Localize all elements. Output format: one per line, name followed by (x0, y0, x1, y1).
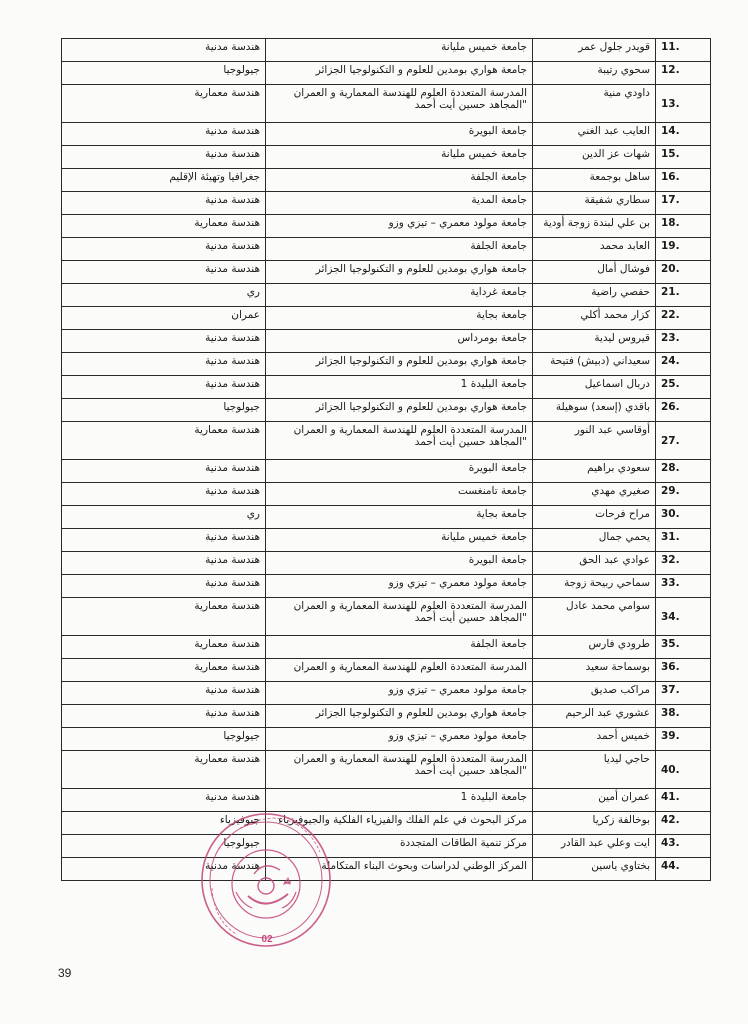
row-institution: جامعة تامنغست (266, 483, 533, 506)
row-name: داودي منية (533, 85, 656, 123)
row-name: حاجي ليديا (533, 751, 656, 789)
row-number: 43. (656, 835, 711, 858)
row-number: 38. (656, 705, 711, 728)
row-specialty: هندسة مدنية (62, 261, 266, 284)
row-name: طرودي فارس (533, 636, 656, 659)
personnel-table (61, 38, 711, 881)
table-row (62, 506, 711, 529)
table-row (62, 215, 711, 238)
row-number: 27. (656, 422, 711, 460)
row-specialty: هندسة مدنية (62, 330, 266, 353)
row-specialty: هندسة مدنية (62, 376, 266, 399)
row-name: فوشال أمال (533, 261, 656, 284)
row-specialty: جيولوجيا (62, 835, 266, 858)
row-name: أوقاسي عبد النور (533, 422, 656, 460)
row-institution: المدرسة المتعددة العلوم للهندسة المعمارية و العمران "المجاهد حسين أيت أحمد (266, 751, 533, 789)
table-row (62, 39, 711, 62)
row-institution: جامعة هواري بومدين للعلوم و التكنولوجيا الجزائر (266, 705, 533, 728)
table-row (62, 330, 711, 353)
row-institution: جامعة الجلفة (266, 636, 533, 659)
row-name: بوخالفة زكريا (533, 812, 656, 835)
table-row (62, 353, 711, 376)
row-specialty: هندسة معمارية (62, 751, 266, 789)
row-institution: جامعة البليدة 1 (266, 789, 533, 812)
row-name: سوامي محمد عادل (533, 598, 656, 636)
row-institution: جامعة هواري بومدين للعلوم و التكنولوجيا الجزائر (266, 353, 533, 376)
row-specialty: هندسة معمارية (62, 659, 266, 682)
row-institution: المدرسة المتعددة العلوم للهندسة المعمارية و العمران (266, 659, 533, 682)
row-number: 21. (656, 284, 711, 307)
row-specialty: هندسة مدنية (62, 192, 266, 215)
table-row (62, 85, 711, 123)
row-number: 36. (656, 659, 711, 682)
table-row (62, 858, 711, 881)
table-row (62, 62, 711, 85)
row-institution: المركز الوطني لدراسات وبحوث البناء المتكاملة (266, 858, 533, 881)
row-specialty: ري (62, 506, 266, 529)
personnel-table-body (62, 39, 711, 881)
row-institution: جامعة المدية (266, 192, 533, 215)
table-row (62, 529, 711, 552)
row-number: 23. (656, 330, 711, 353)
row-specialty: هندسة معمارية (62, 85, 266, 123)
table-row (62, 789, 711, 812)
row-name: سحوي رتيبة (533, 62, 656, 85)
row-number: 37. (656, 682, 711, 705)
row-number: 39. (656, 728, 711, 751)
row-number: 29. (656, 483, 711, 506)
row-institution: جامعة البويرة (266, 552, 533, 575)
row-number: 11. (656, 39, 711, 62)
row-institution: جامعة هواري بومدين للعلوم و التكنولوجيا الجزائر (266, 261, 533, 284)
table-row (62, 682, 711, 705)
row-name: باقدي (إسعد) سوهيلة (533, 399, 656, 422)
row-specialty: جيولوجيا (62, 399, 266, 422)
row-name: العايب عبد الغني (533, 123, 656, 146)
row-institution: مركز البحوث في علم الفلك والفيزياء الفلكية والجيوفيزياء (266, 812, 533, 835)
row-number: 19. (656, 238, 711, 261)
row-name: صغيري مهدي (533, 483, 656, 506)
row-specialty: هندسة معمارية (62, 636, 266, 659)
row-name: ساهل بوجمعة (533, 169, 656, 192)
row-specialty: هندسة مدنية (62, 483, 266, 506)
row-name: كزار محمد أكلي (533, 307, 656, 330)
row-institution: جامعة هواري بومدين للعلوم و التكنولوجيا الجزائر (266, 399, 533, 422)
table-row (62, 751, 711, 789)
row-number: 26. (656, 399, 711, 422)
row-name: بن علي لبندة زوجة أودية (533, 215, 656, 238)
row-name: مراكب صديق (533, 682, 656, 705)
row-name: شهات عز الدين (533, 146, 656, 169)
table-row (62, 169, 711, 192)
table-row (62, 835, 711, 858)
row-number: 20. (656, 261, 711, 284)
row-specialty: هندسة مدنية (62, 789, 266, 812)
row-institution: المدرسة المتعددة العلوم للهندسة المعمارية و العمران "المجاهد حسين أيت أحمد (266, 85, 533, 123)
row-number: 17. (656, 192, 711, 215)
row-number: 25. (656, 376, 711, 399)
row-specialty: جيولوجيا (62, 62, 266, 85)
table-row (62, 705, 711, 728)
table-row (62, 575, 711, 598)
row-institution: جامعة بجاية (266, 506, 533, 529)
row-institution: جامعة مولود معمري – تيزي وزو (266, 215, 533, 238)
row-specialty: هندسة مدنية (62, 460, 266, 483)
row-specialty: هندسة مدنية (62, 146, 266, 169)
row-number: 24. (656, 353, 711, 376)
row-specialty: هندسة مدنية (62, 123, 266, 146)
page-number: 39 (58, 966, 72, 980)
row-name: سطاري شفيقة (533, 192, 656, 215)
row-specialty: هندسة معمارية (62, 422, 266, 460)
row-specialty: هندسة مدنية (62, 705, 266, 728)
row-name: العابد محمد (533, 238, 656, 261)
row-institution: جامعة الجلفة (266, 169, 533, 192)
table-row (62, 261, 711, 284)
row-number: 32. (656, 552, 711, 575)
row-name: عشوري عبد الرحيم (533, 705, 656, 728)
row-specialty: جغرافيا وتهيئة الإقليم (62, 169, 266, 192)
row-institution: جامعة خميس مليانة (266, 529, 533, 552)
row-name: دربال اسماعيل (533, 376, 656, 399)
stamp-code: 02 (261, 934, 273, 945)
row-name: سعيداني (دبيش) فتيحة (533, 353, 656, 376)
row-specialty: هندسة مدنية (62, 238, 266, 261)
row-institution: جامعة بومرداس (266, 330, 533, 353)
table-row (62, 307, 711, 330)
table-row (62, 146, 711, 169)
row-name: قويدر جلول عمر (533, 39, 656, 62)
row-institution: جامعة غرداية (266, 284, 533, 307)
row-specialty: جيولوجيا (62, 728, 266, 751)
row-name: ايت وعلي عبد القادر (533, 835, 656, 858)
row-name: بختاوي ياسين (533, 858, 656, 881)
row-number: 42. (656, 812, 711, 835)
row-institution: جامعة مولود معمري – تيزي وزو (266, 728, 533, 751)
row-number: 31. (656, 529, 711, 552)
row-specialty: عمران (62, 307, 266, 330)
row-number: 44. (656, 858, 711, 881)
row-institution: جامعة مولود معمري – تيزي وزو (266, 575, 533, 598)
table-row (62, 422, 711, 460)
table-row (62, 728, 711, 751)
row-institution: جامعة البويرة (266, 460, 533, 483)
table-row (62, 376, 711, 399)
row-institution: مركز تنمية الطاقات المتجددة (266, 835, 533, 858)
row-specialty: جيوفيزياء (62, 812, 266, 835)
row-specialty: هندسة مدنية (62, 552, 266, 575)
table-row (62, 460, 711, 483)
row-institution: جامعة خميس مليانة (266, 146, 533, 169)
row-number: 15. (656, 146, 711, 169)
row-institution: جامعة البويرة (266, 123, 533, 146)
row-number: 41. (656, 789, 711, 812)
row-institution: المدرسة المتعددة العلوم للهندسة المعمارية و العمران "المجاهد حسين أيت أحمد (266, 598, 533, 636)
row-number: 40. (656, 751, 711, 789)
row-number: 12. (656, 62, 711, 85)
row-specialty: هندسة معمارية (62, 215, 266, 238)
row-name: يحمي جمال (533, 529, 656, 552)
row-specialty: هندسة مدنية (62, 39, 266, 62)
row-institution: المدرسة المتعددة العلوم للهندسة المعمارية و العمران "المجاهد حسين أيت أحمد (266, 422, 533, 460)
table-row (62, 552, 711, 575)
row-number: 14. (656, 123, 711, 146)
row-number: 34. (656, 598, 711, 636)
table-row (62, 659, 711, 682)
row-name: عمران أمين (533, 789, 656, 812)
row-specialty: هندسة معمارية (62, 598, 266, 636)
row-number: 28. (656, 460, 711, 483)
row-name: عوادي عبد الحق (533, 552, 656, 575)
row-number: 30. (656, 506, 711, 529)
table-row (62, 399, 711, 422)
row-specialty: هندسة مدنية (62, 529, 266, 552)
row-name: سعودي براهيم (533, 460, 656, 483)
table-row (62, 284, 711, 307)
row-specialty: هندسة مدنية (62, 858, 266, 881)
row-name: مراح فرحات (533, 506, 656, 529)
row-number: 13. (656, 85, 711, 123)
row-number: 35. (656, 636, 711, 659)
row-specialty: ري (62, 284, 266, 307)
row-institution: جامعة بجاية (266, 307, 533, 330)
row-institution: جامعة هواري بومدين للعلوم و التكنولوجيا الجزائر (266, 62, 533, 85)
table-row (62, 636, 711, 659)
row-specialty: هندسة مدنية (62, 682, 266, 705)
row-number: 18. (656, 215, 711, 238)
table-row (62, 123, 711, 146)
row-name: سماحي ربيحة زوجة (533, 575, 656, 598)
table-row (62, 598, 711, 636)
table-row (62, 192, 711, 215)
row-institution: جامعة الجلفة (266, 238, 533, 261)
table-row (62, 238, 711, 261)
row-name: بوسماحة سعيد (533, 659, 656, 682)
table-row (62, 812, 711, 835)
row-number: 22. (656, 307, 711, 330)
table-row (62, 483, 711, 506)
row-name: حفصي راضية (533, 284, 656, 307)
row-number: 33. (656, 575, 711, 598)
row-number: 16. (656, 169, 711, 192)
row-institution: جامعة خميس مليانة (266, 39, 533, 62)
row-name: خميس أحمد (533, 728, 656, 751)
row-specialty: هندسة مدنية (62, 353, 266, 376)
row-name: قيروس ليدية (533, 330, 656, 353)
row-institution: جامعة البليدة 1 (266, 376, 533, 399)
row-specialty: هندسة مدنية (62, 575, 266, 598)
row-institution: جامعة مولود معمري – تيزي وزو (266, 682, 533, 705)
